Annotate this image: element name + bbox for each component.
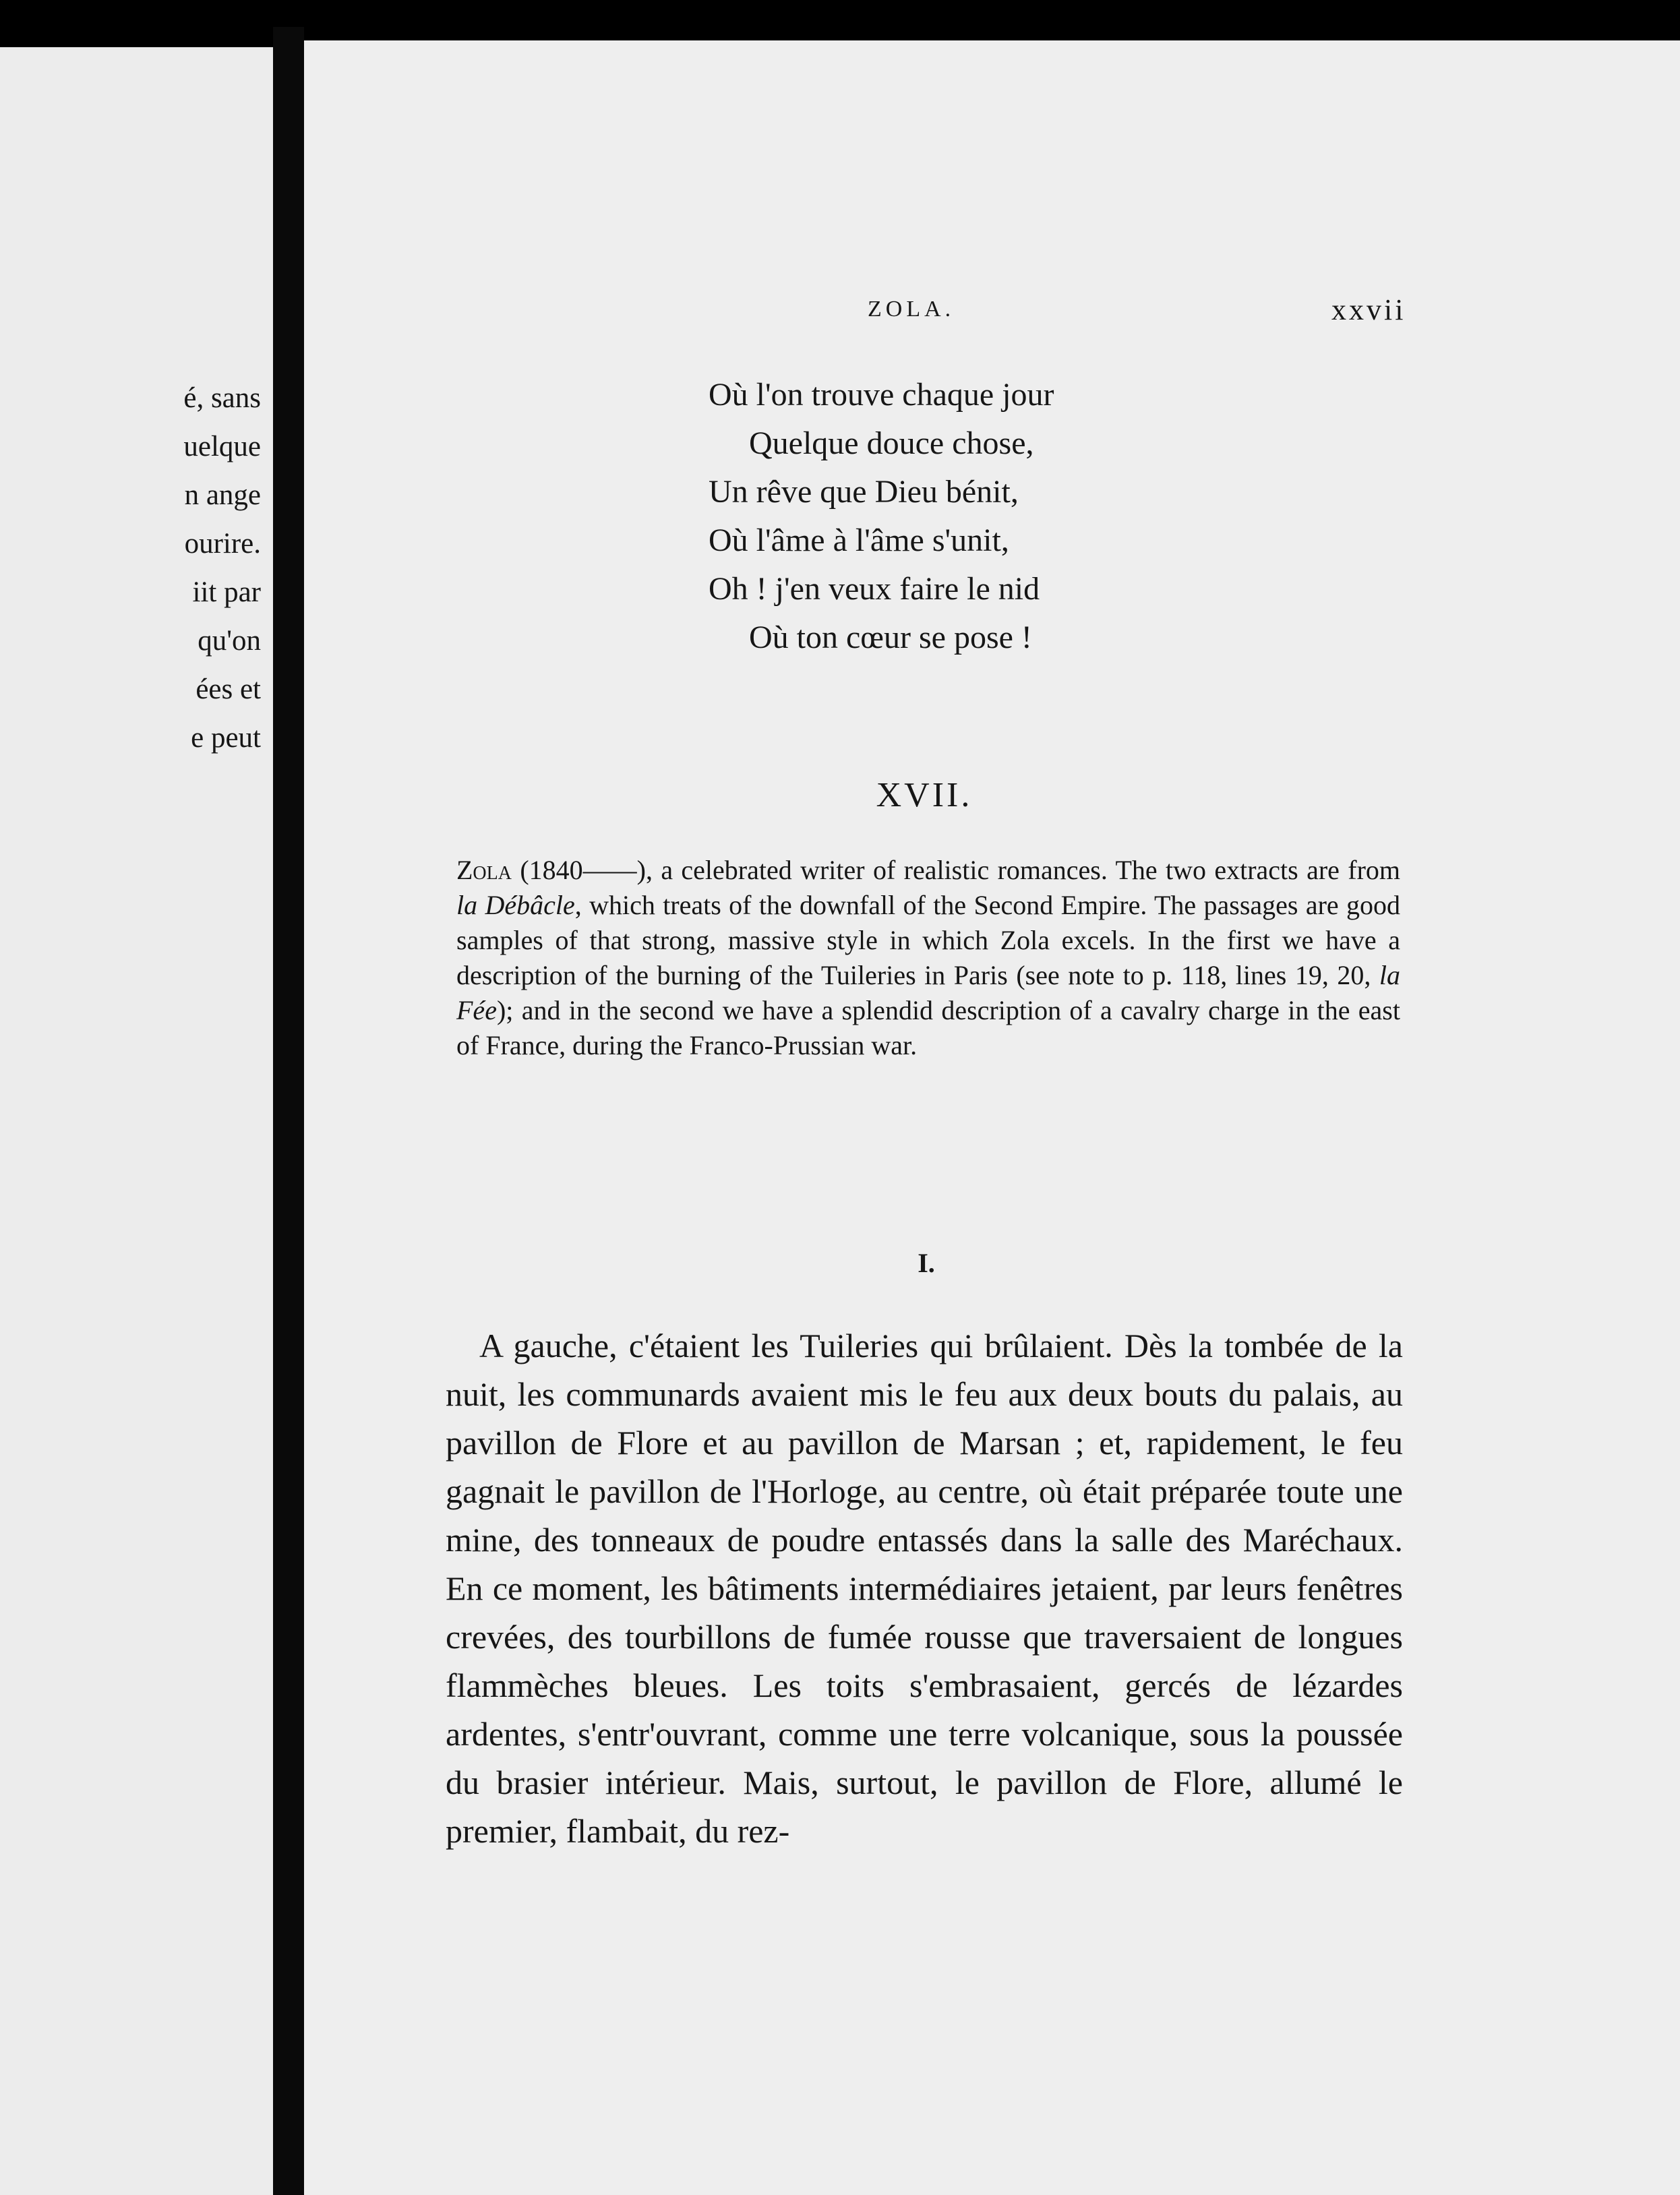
page-number: xxvii: [1331, 293, 1406, 326]
body-paragraph: A gauche, c'étaient les Tuileries qui brûlaient. Dès la tombée de la nuit, les communards avaient mis le feu aux deux bouts du palais, au pavillon de Flore et au pavillon de Marsan ; et, rapidement, le feu gagnait le pavillon de l'Horloge, au centre, où était préparée toute une mine, des tonneaux de poudre entassés dans la salle des Maréchaux. En ce moment, les bâtiments intermédiaires jetaient, par leurs fenêtres crevées, des tourbillons de fumée rousse que traversaient de longues flammèches bleues. Les toits s'embrasaient, gercés de lézardes ardentes, s'entr'ouvrant, comme une terre volcanique, sous la poussée du brasier intérieur. Mais, surtout, le pavillon de Flore, allumé le premier, flambait, du rez-: [446, 1327, 1403, 1850]
reference-title: la Fée: [456, 960, 1400, 1025]
left-page-fragment: n ange: [184, 479, 261, 511]
left-page-fragment: qu'on: [198, 625, 261, 657]
left-page-fragment: uelque: [183, 431, 261, 462]
running-head: [304, 293, 1416, 337]
poem-line: Un rêve que Dieu bénit,: [709, 474, 1019, 510]
poem-line: Où l'on trouve chaque jour: [709, 377, 1054, 413]
book-gutter: [273, 27, 304, 2195]
left-page-fragment: e peut: [191, 722, 261, 754]
work-title: la Débâcle: [456, 890, 575, 920]
intro-text: , which treats of the downfall of the Second Empire. The passages are good samples of that strong, massive style in which Zola excels. In the first we have a description of the burning of the Tuileries in Paris (see note to p. 118, lines 19, 20,: [456, 890, 1400, 990]
extract-text: [446, 1321, 1403, 1855]
intro-text: (1840——), a celebrated writer of realistic romances. The two extracts are from: [511, 855, 1400, 885]
left-page-fragment: ées et: [196, 673, 261, 705]
running-head-title: ZOLA.: [868, 297, 955, 322]
author-name: Zola: [456, 855, 512, 885]
extract-number: I.: [918, 1248, 935, 1278]
poem-stanza: [709, 371, 1054, 662]
left-page-fragment: iit par: [192, 576, 261, 608]
poem-line: Où ton cœur se pose !: [749, 620, 1032, 655]
intro-text: ); and in the second we have a splendid description of a cavalry charge in the east of France, during the Franco-Prussian war.: [456, 995, 1400, 1060]
poem-line: Quelque douce chose,: [749, 425, 1034, 461]
right-page: [304, 40, 1680, 2195]
section-heading: XVII.: [876, 776, 973, 814]
left-page-edge: [0, 47, 273, 2195]
author-introduction: [456, 853, 1400, 1063]
left-page-fragment: ourire.: [184, 528, 261, 560]
left-page-fragment: é, sans: [183, 382, 261, 414]
poem-line: Oh ! j'en veux faire le nid: [709, 571, 1040, 607]
poem-line: Où l'âme à l'âme s'unit,: [709, 522, 1009, 558]
